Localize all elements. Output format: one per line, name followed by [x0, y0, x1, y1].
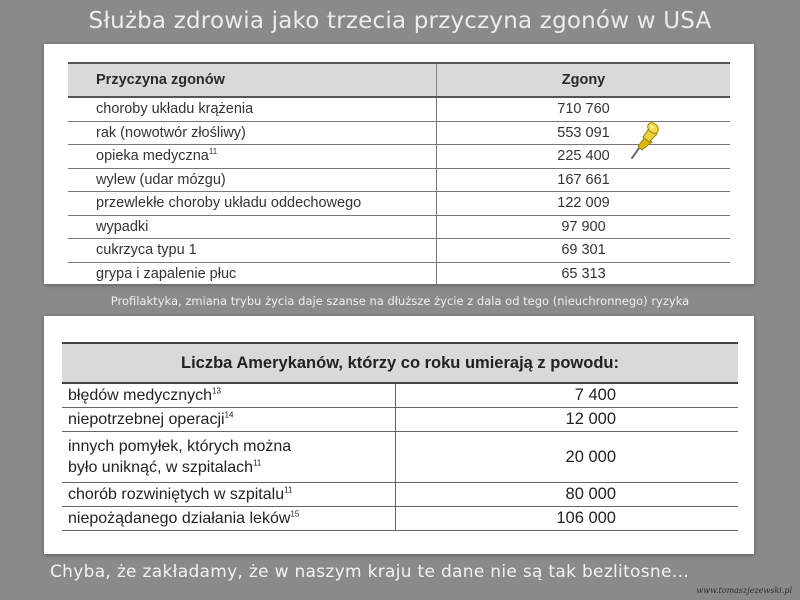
table-row — [62, 507, 738, 531]
table-header-row — [68, 63, 730, 97]
cause-cell — [68, 239, 437, 263]
cause-text: przewlekłe choroby układu oddechowego — [96, 195, 362, 212]
table-row — [68, 192, 730, 216]
column-header-deaths: Zgony — [437, 63, 731, 97]
count-cell: 20 000 — [396, 432, 739, 483]
cause-cell — [68, 168, 437, 192]
slide-footer: Chyba, że zakładamy, że w naszym kraju te dane nie są tak bezlitosne… — [50, 562, 690, 582]
cause-cell — [68, 145, 437, 169]
reason-text-line-2: było uniknąć, w szpitalach — [68, 459, 253, 476]
table-row — [68, 168, 730, 192]
cause-text: choroby układu krążenia — [96, 101, 254, 118]
deaths-cell: 122 009 — [437, 192, 731, 216]
cause-text: cukrzyca typu 1 — [96, 242, 197, 259]
deaths-cell: 69 301 — [437, 239, 731, 263]
deaths-cell: 97 900 — [437, 215, 731, 239]
cause-text: wylew (udar mózgu) — [96, 171, 226, 188]
cause-cell — [68, 215, 437, 239]
reason-text: niepożądanego działania leków — [68, 510, 291, 527]
cause-text: wypadki — [96, 218, 149, 235]
footnote-ref: 14 — [224, 410, 234, 420]
column-header-cause: Przyczyna zgonów — [68, 63, 437, 97]
count-cell: 12 000 — [396, 408, 739, 432]
deaths-cell: 225 400 — [437, 145, 731, 169]
footnote-ref: 11 — [252, 458, 262, 468]
table-row — [62, 408, 738, 432]
footnote-ref: 11 — [284, 485, 293, 495]
slide-subtitle: Profilaktyka, zmiana trybu życia daje szanse na dłuższe życie z dala od tego (nieuchronnego) ryzyka — [110, 294, 690, 308]
table-row — [68, 215, 730, 239]
footnote-ref: 11 — [208, 147, 218, 157]
count-cell: 7 400 — [396, 383, 739, 408]
table-row — [62, 483, 738, 507]
count-cell: 80 000 — [396, 483, 739, 507]
cause-cell — [68, 121, 437, 145]
reason-cell — [62, 483, 396, 507]
deaths-cell: 167 661 — [437, 168, 731, 192]
table-row — [62, 383, 738, 408]
deaths-cell: 65 313 — [437, 262, 731, 284]
cause-text: opieka medyczna — [96, 148, 209, 165]
reason-cell — [62, 432, 396, 483]
table-header: Liczba Amerykanów, którzy co roku umierają z powodu: — [62, 343, 738, 383]
reason-text: błędów medycznych — [68, 387, 213, 404]
table-header-row — [62, 343, 738, 383]
reason-cell — [62, 383, 396, 408]
reason-text-line-1: innych pomyłek, których można — [68, 438, 292, 455]
causes-of-death-table — [68, 62, 730, 284]
deaths-cell: 553 091 — [437, 121, 731, 145]
watermark: www.tomaszjezewski.pl — [696, 586, 792, 595]
causes-of-death-card — [44, 44, 754, 284]
table-row — [62, 432, 738, 483]
cause-text: grypa i zapalenie płuc — [96, 265, 237, 282]
reason-cell — [62, 408, 396, 432]
deaths-cell: 710 760 — [437, 97, 731, 121]
annual-deaths-card — [44, 316, 754, 554]
reason-text: chorób rozwiniętych w szpitalu — [68, 486, 285, 503]
reason-text: niepotrzebnej operacji — [68, 411, 225, 428]
cause-cell — [68, 192, 437, 216]
cause-cell — [68, 97, 437, 121]
footnote-ref: 15 — [290, 509, 300, 519]
annual-deaths-table — [62, 342, 738, 531]
table-row — [68, 262, 730, 284]
cause-cell — [68, 262, 437, 284]
slide-title: Służba zdrowia jako trzecia przyczyna zgonów w USA — [88, 8, 712, 34]
pushpin-icon — [622, 118, 662, 164]
cause-text: rak (nowotwór złośliwy) — [96, 124, 246, 141]
footnote-ref: 13 — [212, 386, 221, 396]
count-cell: 106 000 — [396, 507, 739, 531]
table-row — [68, 239, 730, 263]
reason-cell — [62, 507, 396, 531]
